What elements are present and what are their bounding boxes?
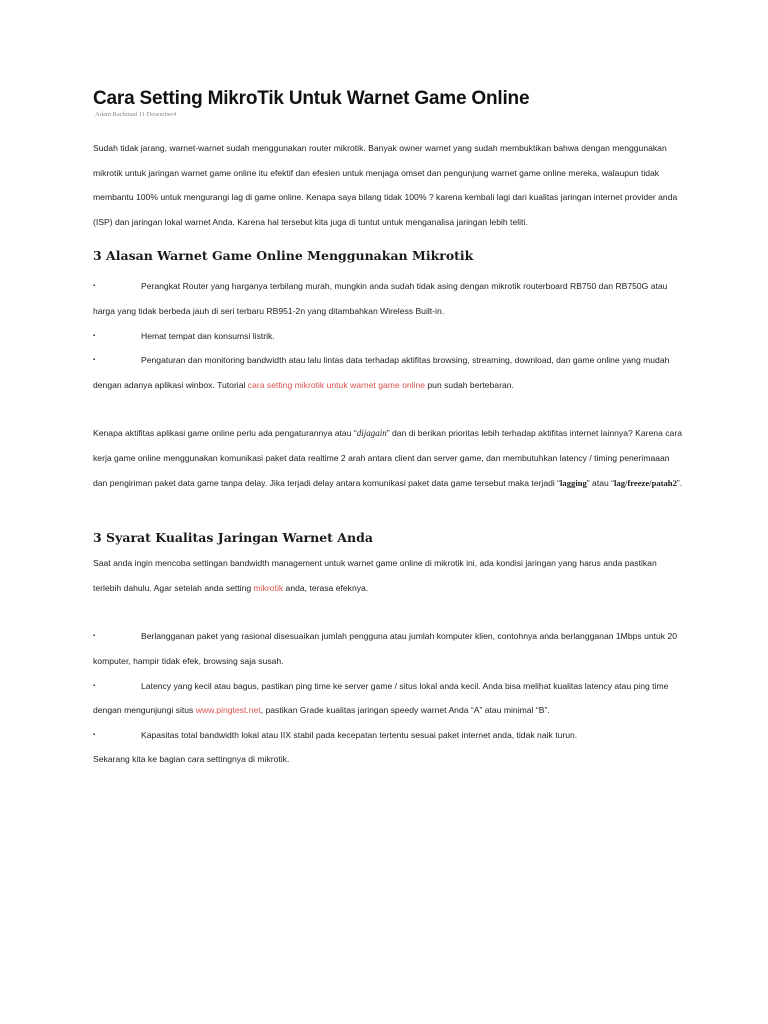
text-segment: ” atau “: [586, 477, 615, 488]
list-item: [93, 723, 683, 748]
list-item: [93, 624, 683, 673]
bullet-icon: ▪: [93, 682, 96, 689]
list-item: [93, 324, 683, 349]
text-segment: ”.: [676, 477, 683, 488]
list-item-text: Kapasitas total bandwidth lokal atau IIX stabil pada kecepatan tertentu sesuai paket internet anda, tidak naik turun.: [141, 729, 578, 740]
section2-heading: 3 Syarat Kualitas Jaringan Warnet Anda: [93, 530, 373, 546]
latency-paragraph: [93, 421, 683, 495]
section2-intro: [93, 551, 683, 600]
bold-term-lagging: lagging: [560, 477, 587, 488]
list-item-text: Perangkat Router yang harganya terbilang murah, mungkin anda sudah tidak asing dengan mikrotik routerboard RB750 dan RB750G atau harga yang tidak berbeda jauh di seri terbaru RB951-2n yang ditambahkan Wireless Built-in.: [93, 281, 668, 316]
list-item: [93, 348, 683, 397]
section2-list: [93, 624, 683, 747]
list-item-text-tail: pun sudah bertebaran.: [425, 379, 514, 390]
bullet-icon: ▪: [93, 357, 96, 364]
intro-paragraph: Sudah tidak jarang, warnet-warnet sudah menggunakan router mikrotik. Banyak owner warnet yang sudah membuktikan bahwa dengan menggunakan mikrotik untuk jaringan warnet game online itu efektif dan efesien untuk menjaga omset dan pengunjung warnet game online mereka, walaupun tidak membantu 100% untuk mengurangi lag di game online. Kenapa saya bilang tidak 100% ? karena kembali lagi dari kualitas jaringan internet provider anda (ISP) dan jaringan lokal warnet Anda. Karena hal tersebut kita juga di tuntut untuk menganalisa jaringan lebih teliti.: [93, 143, 678, 227]
list-item-text: Berlangganan paket yang rasional disesuaikan jumlah pengguna atau jumlah komputer klien, contohnya anda berlangganan 1Mbps untuk 20 komputer, hampir tidak efek, browsing saja susah.: [93, 631, 678, 666]
section1-heading: 3 Alasan Warnet Game Online Menggunakan Mikrotik: [93, 248, 474, 264]
byline: Adam Rachmad 11 Desember4: [95, 111, 177, 118]
tutorial-link[interactable]: cara setting mikrotik untuk warnet game online: [247, 379, 426, 390]
text-segment: Kenapa aktifitas aplikasi game online perlu ada pengaturannya atau “: [93, 428, 357, 439]
list-item: [93, 274, 683, 323]
list-item-text: Hemat tempat dan konsumsi listrik.: [141, 330, 275, 341]
article: [93, 88, 683, 772]
bullet-icon: ▪: [93, 283, 96, 290]
list-item-text: Pengaturan dan monitoring bandwidth atau lalu lintas data terhadap aktifitas browsing, streaming, download, dan game online yang mudah dengan adanya aplikasi winbox. Tutorial: [93, 355, 670, 390]
list-item: [93, 674, 683, 723]
list-item-text-tail: , pastikan Grade kualitas jaringan speedy warnet Anda “A” atau minimal “B”.: [260, 705, 550, 716]
closing-paragraph: Sekarang kita ke bagian cara settingnya di mikrotik.: [93, 754, 290, 765]
bullet-icon: ▪: [93, 633, 96, 640]
list-item-text: Latency yang kecil atau bagus, pastikan ping time ke server game / situs lokal anda kecil. Anda bisa melihat kualitas latency atau ping time dengan mengunjungi situs: [93, 680, 669, 716]
page-title: Cara Setting MikroTik Untuk Warnet Game Online: [93, 88, 530, 109]
italic-term: dijagain: [356, 428, 387, 439]
text-segment: anda, terasa efeknya.: [283, 582, 369, 593]
bullet-icon: ▪: [93, 332, 96, 339]
text-segment: Saat anda ingin mencoba settingan bandwidth management untuk warnet game online di mikrotik ini, ada kondisi jaringan yang harus anda pastikan terlebih dahulu. Agar setelah anda setting: [93, 558, 657, 593]
section1-list: [93, 274, 683, 397]
text-segment: ” dan di berikan prioritas lebih terhadap aktifitas internet lainnya? Karena cara kerja game online menggunakan komunikasi paket data realtime 2 arah antara client dan server game, dan membutuhkan latency / timing penerimaaan dan pengiriman paket data game tanpa delay. Jika terjadi delay antara komunikasi paket data game tersebut maka terjadi “: [93, 428, 682, 488]
mikrotik-link[interactable]: mikrotik: [253, 582, 284, 593]
pingtest-link[interactable]: www.pingtest.net: [195, 705, 261, 716]
bold-term-lag: lag/freeze/patah2: [614, 477, 677, 488]
bullet-icon: ▪: [93, 731, 96, 738]
